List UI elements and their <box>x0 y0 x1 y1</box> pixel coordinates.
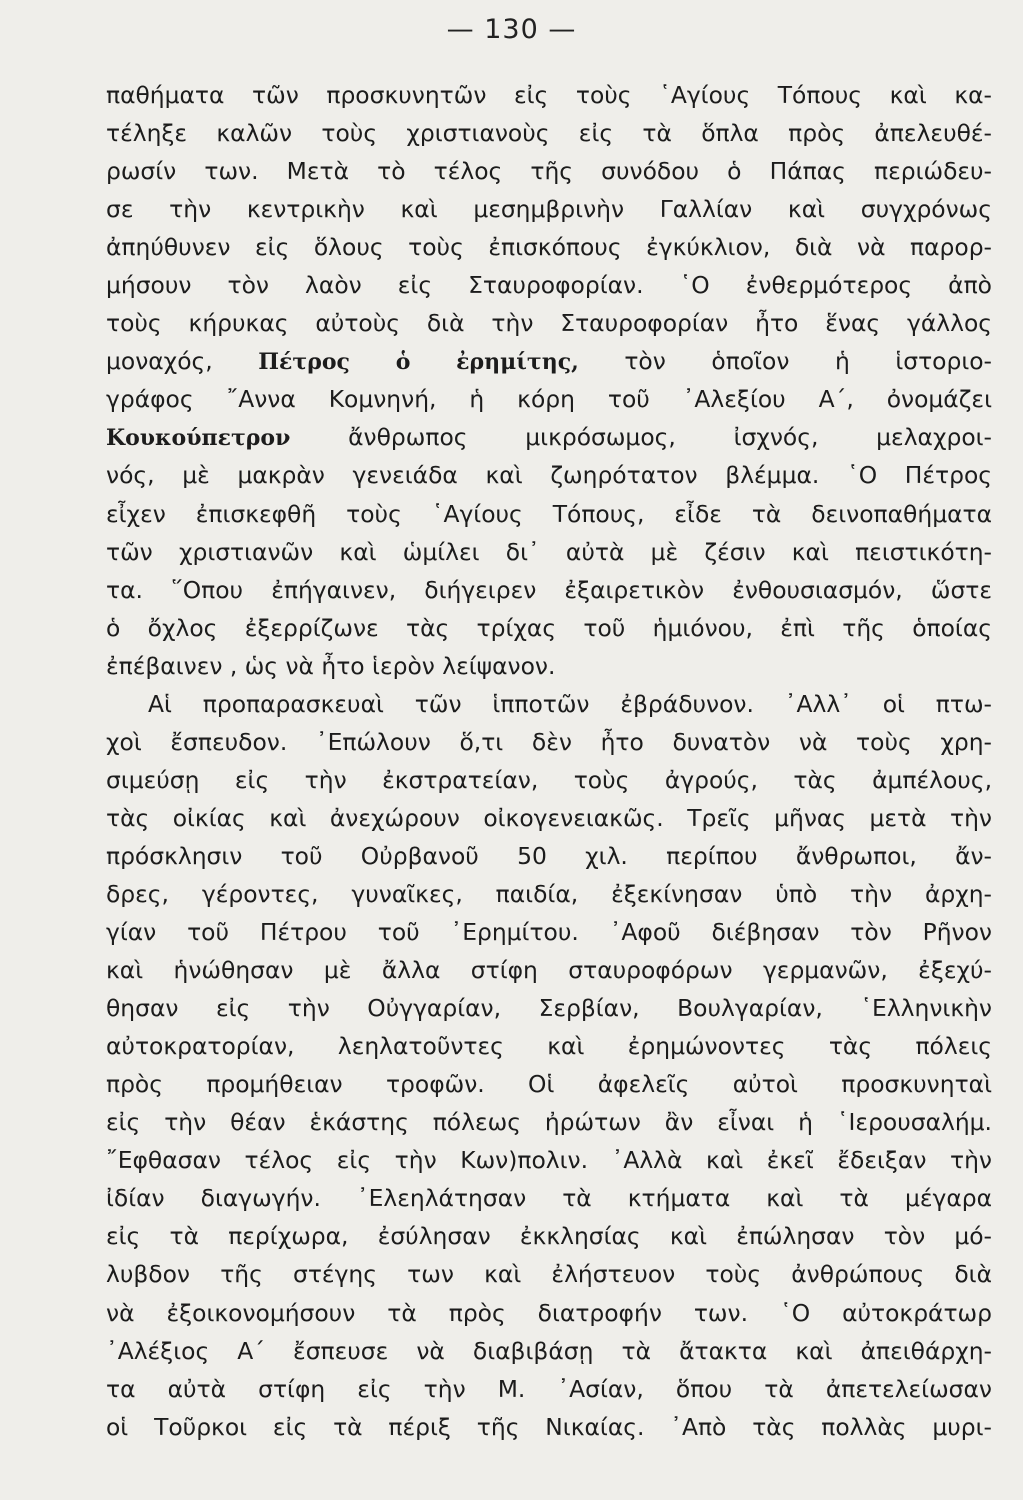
text-line: τέληξε καλῶν τοὺς χριστιανοὺς εἰς τὰ ὅπλα πρὸς ἀπελευθέ- <box>106 119 992 148</box>
text-segment: τὸν ὁποῖον ἡ ἱστοριο- <box>578 347 992 376</box>
text-line: λυβδον τῆς στέγης των καὶ ἐλήστευον τοὺς ἀνθρώπους διὰ <box>106 1260 992 1289</box>
text-line: εἰς τὰ περίχωρα, ἐσύλησαν ἐκκλησίας καὶ ἐπώλησαν τὸν μό- <box>106 1222 992 1251</box>
bold-name: Πέτρος ὁ ἐρημίτης, <box>258 349 579 376</box>
text-line: γράφος ῎Αννα Κομνηνή, ἡ κόρη τοῦ ᾿Αλεξίου Α΄, ὀνομάζει <box>106 385 992 414</box>
text-line: τῶν χριστιανῶν καὶ ὡμίλει δι᾿ αὐτὰ μὲ ζέσιν καὶ πειστικότη- <box>106 537 992 566</box>
text-line: ρωσίν των. Μετὰ τὸ τέλος τῆς συνόδου ὁ Πάπας περιώδευ- <box>106 157 992 186</box>
text-line: ἀπηύθυνεν εἰς ὅλους τοὺς ἐπισκόπους ἐγκύκλιον, διὰ νὰ παρορ- <box>106 233 992 262</box>
text-line: δρες, γέροντες, γυναῖκες, παιδία, ἐξεκίνησαν ὑπὸ τὴν ἀρχη- <box>106 879 992 908</box>
text-line: ῎Εφθασαν τέλος εἰς τὴν Κων)πολιν. ᾿Αλλὰ καὶ ἐκεῖ ἔδειξαν τὴν <box>106 1146 992 1175</box>
text-line: γίαν τοῦ Πέτρου τοῦ ᾿Ερημίτου. ᾿Αφοῦ διέβησαν τὸν Ρῆνον <box>106 918 992 947</box>
text-line: ᾿Αλέξιος Α΄ ἔσπευσε νὰ διαβιβάσῃ τὰ ἄτακτα καὶ ἀπειθάρχη- <box>106 1336 992 1365</box>
text-line: πρόσκλησιν τοῦ Οὐρβανοῦ 50 χιλ. περίπου ἄνθρωποι, ἄν- <box>106 841 992 870</box>
text-line: νὰ ἐξοικονομήσουν τὰ πρὸς διατροφήν των. ῾Ο αὐτοκράτωρ <box>106 1298 992 1327</box>
text-line: τὰς οἰκίας καὶ ἀνεχώρουν οἰκογενειακῶς. Τρεῖς μῆνας μετὰ τὴν <box>106 803 992 832</box>
text-line <box>106 342 992 380</box>
text-line: σε τὴν κεντρικὴν καὶ μεσημβρινὴν Γαλλίαν καὶ συγχρόνως <box>106 195 992 224</box>
text-line: πρὸς προμήθειαν τροφῶν. Οἱ ἀφελεῖς αὐτοὶ προσκυνηταὶ <box>106 1070 992 1099</box>
text-line: οἱ Τοῦρκοι εἰς τὰ πέριξ τῆς Νικαίας. ᾿Απὸ τὰς πολλὰς μυρι- <box>106 1412 992 1441</box>
text-line: τα. ῞Οπου ἐπήγαινεν, διήγειρεν ἐξαιρετικὸν ἐνθουσιασμόν, ὥστε <box>106 575 992 604</box>
body-text <box>106 76 992 1446</box>
text-line: μήσουν τὸν λαὸν εἰς Σταυροφορίαν. ῾Ο ἐνθερμότερος ἀπὸ <box>106 271 992 300</box>
text-segment: ἄνθρωπος μικρόσωμος, ἰσχνός, μελαχροι- <box>290 423 992 452</box>
text-line: χοὶ ἔσπευδον. ᾿Επώλουν ὅ,τι δὲν ἦτο δυνατὸν νὰ τοὺς χρη- <box>106 727 992 756</box>
text-line: αὐτοκρατορίαν, λεηλατοῦντες καὶ ἐρημώνοντες τὰς πόλεις <box>106 1032 992 1061</box>
text-line: νός, μὲ μακρὰν γενειάδα καὶ ζωηρότατον βλέμμα. ῾Ο Πέτρος <box>106 461 992 490</box>
text-line: εἶχεν ἐπισκεφθῆ τοὺς ῾Αγίους Τόπους, εἶδε τὰ δεινοπαθήματα <box>106 499 992 528</box>
text-line <box>106 418 992 456</box>
text-line: καὶ ἡνώθησαν μὲ ἄλλα στίφη σταυροφόρων γερμανῶν, ἐξεχύ- <box>106 956 992 985</box>
text-line: ὁ ὄχλος ἐξερρίζωνε τὰς τρίχας τοῦ ἡμιόνου, ἐπὶ τῆς ὁποίας <box>106 613 992 642</box>
text-line: εἰς τὴν θέαν ἑκάστης πόλεως ἠρώτων ἂν εἶναι ἡ ῾Ιερουσαλήμ. <box>106 1108 992 1137</box>
text-line: τα αὐτὰ στίφη εἰς τὴν Μ. ᾿Ασίαν, ὅπου τὰ ἀπετελείωσαν <box>106 1374 992 1403</box>
text-line: Αἱ προπαρασκευαὶ τῶν ἱπποτῶν ἐβράδυνον. ᾿Αλλ᾿ οἱ πτω- <box>148 689 992 718</box>
text-line: παθήματα τῶν προσκυνητῶν εἰς τοὺς ῾Αγίους Τόπους καὶ κα- <box>106 81 992 109</box>
bold-name: Κουκούπετρον <box>106 425 291 452</box>
text-segment: μοναχός, <box>106 347 259 376</box>
text-line: τοὺς κήρυκας αὐτοὺς διὰ τὴν Σταυροφορίαν ἦτο ἕνας γάλλος <box>106 309 992 338</box>
text-line: θησαν εἰς τὴν Οὐγγαρίαν, Σερβίαν, Βουλγαρίαν, ῾Ελληνικὴν <box>106 994 992 1023</box>
page-number: — 130 — <box>446 14 577 45</box>
text-line: ἐπέβαινεν , ὡς νὰ ἦτο ἱερὸν λείψανον. <box>106 651 556 680</box>
text-line: σιμεύσῃ εἰς τὴν ἐκστρατείαν, τοὺς ἀγρούς, τὰς ἀμπέλους, <box>106 765 992 794</box>
text-line: ἰδίαν διαγωγήν. ᾿Ελεηλάτησαν τὰ κτήματα καὶ τὰ μέγαρα <box>106 1184 992 1213</box>
